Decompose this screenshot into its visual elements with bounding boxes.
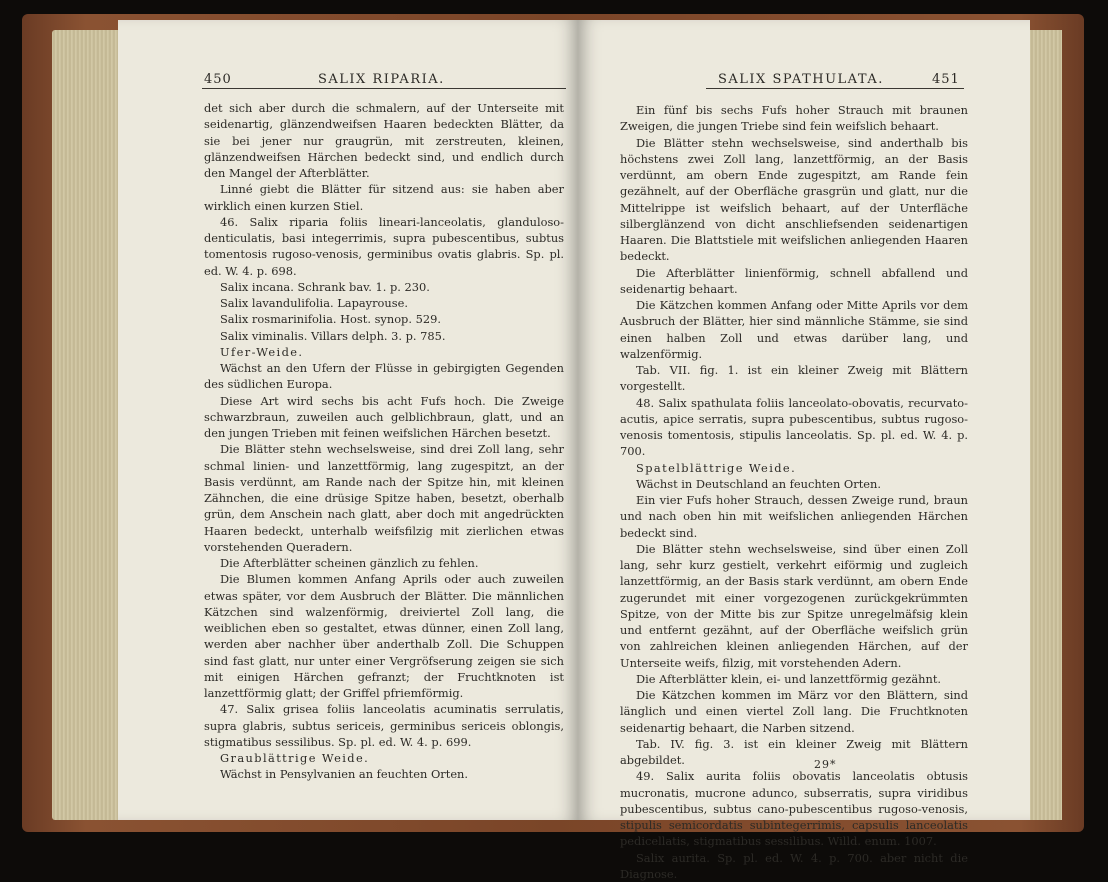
species-entry-46: 46. Salix riparia foliis lineari-lanceolatis, glanduloso-denticulatis, basi integerrimis, supra pubescentibus, subtus tomentosis rugoso-venosis, germinibus ovatis glabris. Sp. pl. ed. W. 4. p. 698.: [204, 214, 564, 279]
paragraph: Die Afterblätter scheinen gänzlich zu fehlen.: [204, 555, 564, 571]
synonym: Salix rosmarinifolia. Host. synop. 529.: [204, 311, 564, 327]
running-head-title-right: SALIX SPATHULATA.: [718, 72, 884, 87]
paragraph: Die Blätter stehn wechselsweise, sind anderthalb bis höchstens zwei Zoll lang, lanzettförmig, an der Basis verdünnt, am obern Ende zugespitzt, am Rande fein gezähnelt, auf der Oberfläche grasgrün und glatt, nur die Mittelrippe ist weifslich behaart, auf der Unterfläche silberglänzend von dicht anschliefsenden seidenartigen Haaren. Die Blattstiele mit weifslichen anliegenden Haaren bedeckt.: [620, 135, 968, 265]
page-edges-left: [52, 30, 118, 820]
left-page: [118, 20, 578, 820]
paragraph: Die Afterblätter klein, ei- und lanzettförmig gezähnt.: [620, 671, 968, 687]
paragraph: Die Kätzchen kommen im März vor den Blättern, sind länglich und einen viertel Zoll lang. Die Fruchtknoten seidenartig behaart, die Narben sitzend.: [620, 687, 968, 736]
paragraph: Die Kätzchen kommen Anfang oder Mitte Aprils vor dem Ausbruch der Blätter, hier sind männliche Stämme, sie sind einen halben Zoll und etwas darüber lang, und walzenförmig.: [620, 297, 968, 362]
left-page-body: [204, 100, 564, 783]
common-name: Ufer-Weide.: [204, 344, 564, 360]
page-number-left: 450: [204, 72, 232, 87]
paragraph: Ein vier Fufs hoher Strauch, dessen Zweige rund, braun und nach oben hin mit weifslichen anliegenden Härchen bedeckt sind.: [620, 492, 968, 541]
synonym: Salix lavandulifolia. Lapayrouse.: [204, 295, 564, 311]
paragraph: det sich aber durch die schmalern, auf der Unterseite mit seidenartig, glänzendweifsen Haaren bedeckten Blätter, da sie bei jener nur graugrün, mit zerstreuten, kleinen, glänzendweifsen Härchen bedeckt sind, und endlich durch den Mangel der Afterblätter.: [204, 100, 564, 181]
paragraph: Die Blumen kommen Anfang Aprils oder auch zuweilen etwas später, vor dem Ausbruch der Blätter. Die männlichen Kätzchen sind walzenförmig, dreiviertel Zoll lang, die weiblichen eben so gestaltet, etwas dünner, einen Zoll lang, werden aber nachher über anderthalb Zoll. Die Schuppen sind fast glatt, nur unter einer Vergröfserung zeigen sie sich mit einigen Härchen gefranzt; der Fruchtknoten ist lanzettförmig glatt; der Griffel pfriemförmig.: [204, 571, 564, 701]
paragraph: Linné giebt die Blätter für sitzend aus: sie haben aber wirklich einen kurzen Stiel.: [204, 181, 564, 214]
paragraph: Diese Art wird sechs bis acht Fufs hoch. Die Zweige schwarzbraun, zuweilen auch gelblichbraun, glatt, und an den jungen Trieben mit feinen weifslichen Härchen besetzt.: [204, 393, 564, 442]
synonym: Salix aurita. Sp. pl. ed. W. 4. p. 700. aber nicht die Diagnose.: [620, 850, 968, 882]
paragraph: Wächst in Deutschland an feuchten Orten.: [620, 476, 968, 492]
paragraph: Die Blätter stehn wechselsweise, sind über einen Zoll lang, sehr kurz gestielt, verkehrt eiförmig und zugleich lanzettförmig, an der Basis stark verdünnt, am obern Ende zugerundet mit einer vorgezogenen zurückgekrümmten Spitze, von der Mitte bis zur Spitze unregelmäfsig klein und entfernt gezähnt, auf der Oberfläche weifslich grün von zahlreichen kleinen anliegenden Härchen, auf der Unterseite weifs, filzig, mit vorstehenden Adern.: [620, 541, 968, 671]
left-running-head: [202, 66, 566, 89]
paragraph: Tab. IV. fig. 3. ist ein kleiner Zweig mit Blättern abgebildet.: [620, 736, 968, 769]
page-edges-right: [1030, 30, 1062, 820]
right-page: [578, 20, 1030, 820]
paragraph: Tab. VII. fig. 1. ist ein kleiner Zweig mit Blättern vorgestellt.: [620, 362, 968, 395]
page-number-right: 451: [932, 72, 960, 87]
paragraph: Die Blätter stehn wechselsweise, sind drei Zoll lang, sehr schmal linien- und lanzettförmig, lang zugespitzt, an der Basis verdünnt, am Rande nach der Spitze hin, mit kleinen Zähnchen, die eine drüsige Spitze haben, besetzt, oberhalb grün, dem Anschein nach glatt, aber doch mit angedrückten Haaren bedeckt, unterhalb weifsfilzig mit zierlichen etwas vorstehenden Queradern.: [204, 441, 564, 555]
right-page-body: [620, 102, 968, 882]
paragraph: Ein fünf bis sechs Fufs hoher Strauch mit braunen Zweigen, die jungen Triebe sind fein weifslich behaart.: [620, 102, 968, 135]
paragraph: Wächst in Pensylvanien an feuchten Orten.: [204, 766, 564, 782]
species-entry-48: 48. Salix spathulata foliis lanceolato-obovatis, recurvato-acutis, apice serratis, supra pubescentibus, subtus rugoso-venosis tomentosis, stipulis lanceolatis. Sp. pl. ed. W. 4. p. 700.: [620, 395, 968, 460]
species-entry-49: 49. Salix aurita foliis obovatis lanceolatis obtusis mucronatis, mucrone adunco, subserratis, supra viridibus pubescentibus, subtus cano-pubescentibus rugoso-venosis, stipulis semicordatis subintegerrimis, capsulis lanceolatis pedicellatis, stigmatibus sessilibus. Willd. enum. 1007.: [620, 768, 968, 849]
paragraph: Die Afterblätter linienförmig, schnell abfallend und seidenartig behaart.: [620, 265, 968, 298]
synonym: Salix incana. Schrank bav. 1. p. 230.: [204, 279, 564, 295]
common-name: Graublättrige Weide.: [204, 750, 564, 766]
synonym: Salix viminalis. Villars delph. 3. p. 785.: [204, 328, 564, 344]
species-entry-47: 47. Salix grisea foliis lanceolatis acuminatis serrulatis, supra glabris, subtus sericeis, germinibus sericeis oblongis, stigmatibus sessilibus. Sp. pl. ed. W. 4. p. 699.: [204, 701, 564, 750]
running-head-title-left: SALIX RIPARIA.: [318, 72, 445, 87]
signature-mark: 29*: [814, 758, 837, 771]
common-name: Spatelblättrige Weide.: [620, 460, 968, 476]
paragraph: Wächst an den Ufern der Flüsse in gebirgigten Gegenden des südlichen Europa.: [204, 360, 564, 393]
right-running-head: [706, 66, 964, 89]
